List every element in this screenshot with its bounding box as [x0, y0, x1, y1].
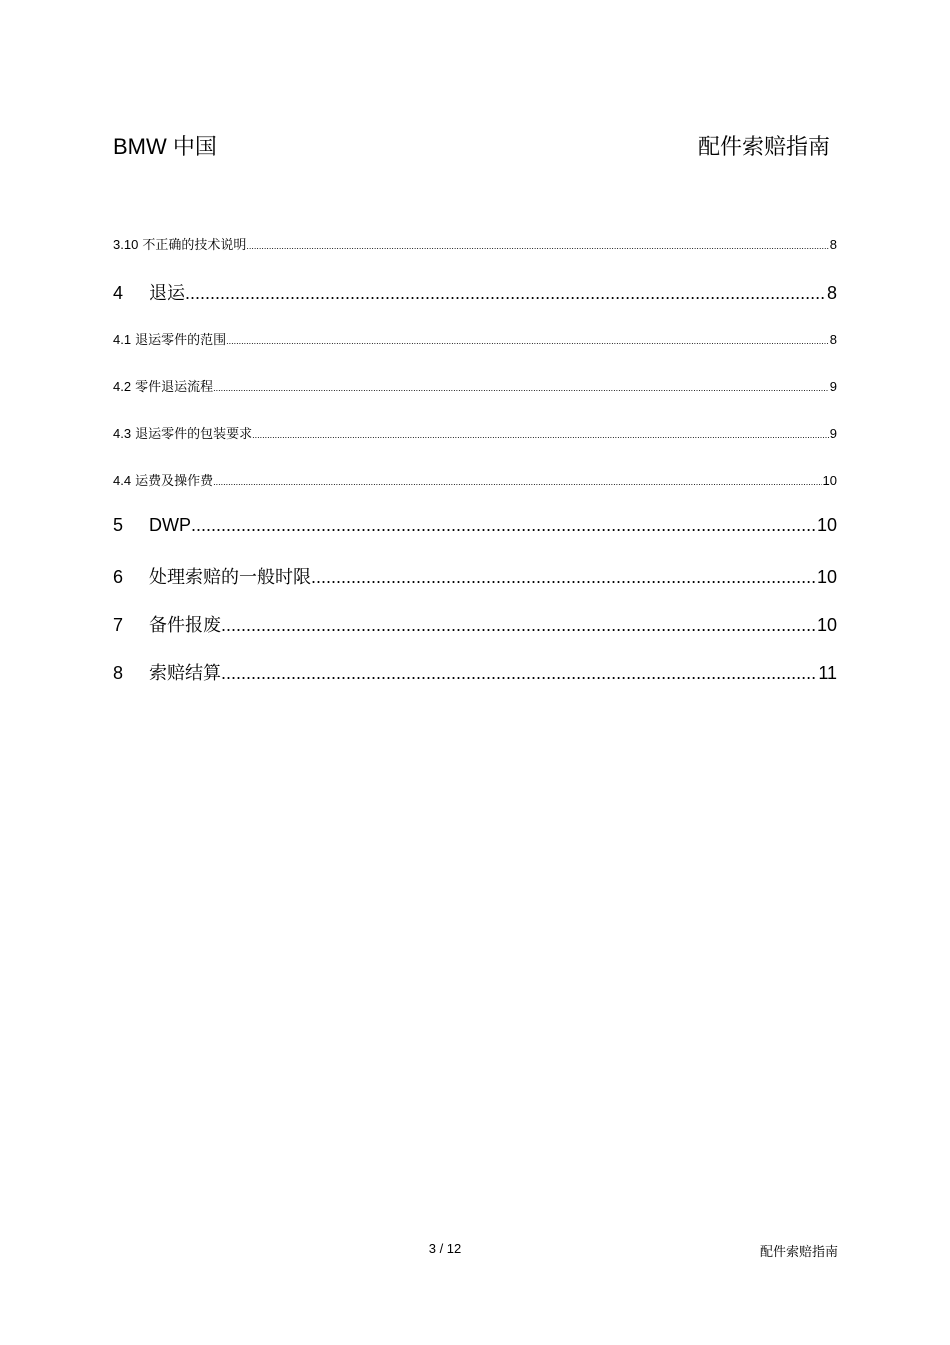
toc-leader [311, 567, 816, 588]
toc-number: 4 [113, 283, 124, 303]
toc-leader [252, 430, 829, 440]
toc-number: 6 [113, 567, 124, 587]
toc-title: DWP [149, 515, 191, 535]
toc-number: 4.4 [113, 473, 132, 488]
toc-page-number: 8 [829, 332, 837, 347]
toc-title: 零件退运流程 [135, 379, 214, 394]
toc-entry-6[interactable] [113, 563, 837, 589]
header-document-title: 配件索赔指南 [697, 134, 830, 159]
toc-title: 运费及操作费 [135, 473, 214, 488]
toc-title: 退运零件的包装要求 [135, 426, 253, 441]
toc-entry-3-10[interactable] [113, 234, 837, 253]
toc-entry-4-4[interactable] [113, 470, 837, 489]
toc-title: 处理索赔的一般时限 [149, 567, 311, 587]
toc-page-number: 9 [829, 426, 837, 441]
toc-leader [226, 336, 829, 346]
toc-leader [246, 241, 828, 251]
toc-number: 5 [113, 515, 124, 535]
toc-leader [221, 663, 817, 684]
toc-number: 4.3 [113, 426, 132, 441]
toc-page-number: 9 [829, 379, 837, 394]
footer-document-title: 配件索赔指南 [759, 1244, 838, 1259]
toc-page-number: 8 [826, 283, 837, 303]
toc-title: 退运 [149, 283, 185, 303]
toc-title: 不正确的技术说明 [142, 237, 247, 252]
toc-title: 索赔结算 [149, 663, 221, 683]
toc-leader [185, 283, 826, 304]
toc-entry-4-2[interactable] [113, 376, 837, 395]
toc-page-number: 8 [829, 237, 837, 252]
toc-leader [191, 515, 816, 536]
toc-entry-4-1[interactable] [113, 329, 837, 348]
toc-entry-7[interactable] [113, 611, 837, 637]
toc-page-number: 10 [822, 473, 837, 488]
toc-title: 退运零件的范围 [135, 332, 227, 347]
toc-entry-4[interactable] [113, 279, 837, 305]
toc-title: 备件报废 [149, 615, 221, 635]
header-company: BMW 中国 [113, 134, 217, 159]
toc-leader [213, 477, 821, 487]
toc-entry-8[interactable] [113, 659, 837, 685]
toc-number: 4.2 [113, 379, 132, 394]
toc-page-number: 10 [816, 567, 837, 587]
toc-page-number: 10 [816, 615, 837, 635]
toc-leader [221, 615, 816, 636]
toc-number: 7 [113, 615, 124, 635]
toc-page-number: 11 [818, 663, 837, 683]
toc-leader [213, 383, 829, 393]
toc-number: 3.10 [113, 237, 139, 252]
toc-number: 8 [113, 663, 124, 683]
toc-entry-5[interactable] [113, 515, 837, 536]
toc-number: 4.1 [113, 332, 132, 347]
footer-page-number: 3 / 12 [428, 1241, 462, 1256]
toc-entry-4-3[interactable] [113, 423, 837, 442]
toc-page-number: 10 [816, 515, 837, 535]
